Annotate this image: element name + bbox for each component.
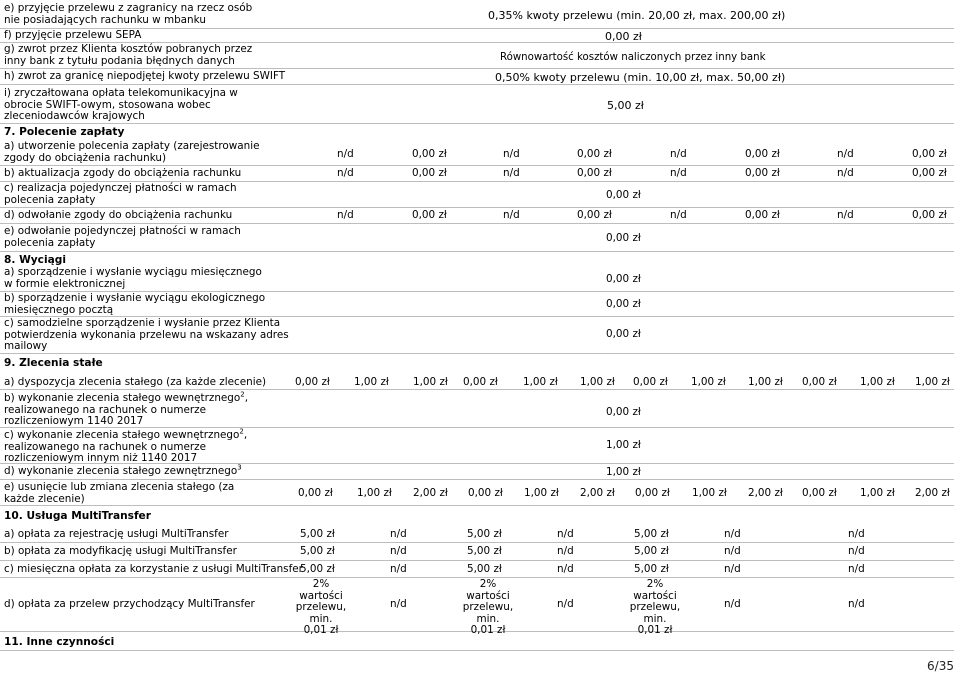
value-cell: 5,00 zł: [634, 528, 669, 540]
value-cell: 0,00 zł: [295, 376, 330, 388]
row-label: a) utworzenie polecenia zapłaty (zarejestrowanie zgody do obciążenia rachunku): [4, 140, 260, 164]
percent-cell: 2% wartości przelewu, min. 0,01 zł: [295, 578, 347, 637]
value-cell: 0,00 zł: [468, 487, 503, 499]
value-cell: n/d: [670, 209, 687, 221]
value-cell: n/d: [837, 209, 854, 221]
row-label: i) zryczałtowana opłata telekomunikacyjna w obrocie SWIFT-owym, stosowana wobec zleceniodawców krajowych: [4, 87, 238, 123]
value-cell: n/d: [724, 528, 741, 540]
row-label: f) przyjęcie przelewu SEPA: [4, 29, 142, 41]
row-9c: [0, 428, 954, 464]
value-cell: n/d: [848, 545, 865, 557]
row-f-sepa: [0, 29, 954, 43]
value-cell: 0,00 zł: [633, 376, 668, 388]
row-value: 0,50% kwoty przelewu (min. 10,00 zł, max. 50,00 zł): [495, 71, 786, 84]
row-value: 0,00 zł: [606, 189, 641, 201]
value-cell: 0,00 zł: [802, 376, 837, 388]
row-label: e) usunięcie lub zmiana zlecenia stałego (za każde zlecenie): [4, 481, 235, 505]
value-cell: n/d: [557, 545, 574, 557]
value-cell: 0,00 zł: [577, 148, 612, 160]
row-label: d) wykonanie zlecenia stałego zewnętrznego$^3$: [4, 463, 242, 477]
value-cell: 5,00 zł: [467, 563, 502, 575]
row-10c: [0, 561, 954, 578]
row-label: b) aktualizacja zgody do obciążenia rachunku: [4, 167, 242, 179]
value-cell: 0,00 zł: [298, 487, 333, 499]
value-cell: 5,00 zł: [300, 563, 335, 575]
value-cell: 0,00 zł: [745, 167, 780, 179]
row-label: g) zwrot przez Klienta kosztów pobranych przez inny bank z tytułu podania błędnych danych: [4, 43, 253, 67]
value-cell: n/d: [670, 148, 687, 160]
value-cell: 0,00 zł: [745, 209, 780, 221]
row-value: 0,00 zł: [606, 406, 641, 418]
value-cell: 2,00 zł: [748, 487, 783, 499]
row-9e: [0, 480, 954, 506]
value-cell: n/d: [503, 209, 520, 221]
row-label: e) odwołanie pojedynczej płatności w ramach polecenia zapłaty: [4, 225, 241, 249]
row-value: Równowartość kosztów naliczonych przez inny bank: [500, 52, 766, 63]
value-cell: 0,00 zł: [577, 209, 612, 221]
percent-cell: 2% wartości przelewu, min. 0,01 zł: [629, 578, 681, 637]
value-cell: 5,00 zł: [634, 563, 669, 575]
row-10d: [0, 578, 954, 637]
value-cell: 0,00 zł: [802, 487, 837, 499]
row-value: 5,00 zł: [607, 99, 644, 112]
value-cell: 0,00 zł: [412, 167, 447, 179]
value-cell: 5,00 zł: [467, 545, 502, 557]
row-7e: [0, 224, 954, 252]
row-label: b) sporządzenie i wysłanie wyciągu ekologicznego miesięcznego pocztą: [4, 292, 266, 316]
value-cell: 1,00 zł: [860, 487, 895, 499]
value-cell: n/d: [390, 598, 407, 610]
value-cell: 1,00 zł: [354, 376, 389, 388]
value-cell: n/d: [337, 148, 354, 160]
row-7a: [0, 140, 954, 166]
value-cell: n/d: [848, 598, 865, 610]
row-value: 0,00 zł: [606, 232, 641, 244]
row-label: d) odwołanie zgody do obciążenia rachunku: [4, 209, 233, 221]
section-title-8: 8. Wyciągi: [4, 254, 66, 266]
value-cell: 0,00 zł: [745, 148, 780, 160]
section-title-10: 10. Usługa MultiTransfer: [4, 510, 151, 522]
value-cell: 0,00 zł: [412, 209, 447, 221]
row-label: b) opłata za modyfikację usługi MultiTransfer: [4, 545, 237, 557]
row-9b: [0, 390, 954, 428]
row-7b: [0, 166, 954, 182]
value-cell: n/d: [724, 598, 741, 610]
value-cell: 0,00 zł: [577, 167, 612, 179]
value-cell: n/d: [503, 148, 520, 160]
row-label: c) samodzielne sporządzenie i wysłanie przez Klienta potwierdzenia wykonania przelewu na wskazany adres mailowy: [4, 317, 289, 353]
row-label: b) wykonanie zlecenia stałego wewnętrznego$^2$, realizowanego na rachunek o numerze rozliczeniowym 1140 2017: [4, 390, 249, 428]
page-number: 6/35: [927, 659, 954, 673]
value-cell: 2,00 zł: [580, 487, 615, 499]
value-cell: 5,00 zł: [300, 528, 335, 540]
row-h-swift: [0, 69, 954, 85]
value-cell: 5,00 zł: [634, 545, 669, 557]
row-label: h) zwrot za granicę niepodjętej kwoty przelewu SWIFT: [4, 70, 286, 82]
value-cell: n/d: [724, 545, 741, 557]
value-cell: 1,00 zł: [860, 376, 895, 388]
row-label: c) realizacja pojedynczej płatności w ramach polecenia zapłaty: [4, 182, 237, 206]
row-8a: [0, 266, 954, 292]
row-7c: [0, 182, 954, 208]
value-cell: 2,00 zł: [915, 487, 950, 499]
value-cell: n/d: [837, 148, 854, 160]
row-value: 0,00 zł: [606, 273, 641, 285]
percent-cell: 2% wartości przelewu, min. 0,01 zł: [462, 578, 514, 637]
value-cell: 1,00 zł: [692, 487, 727, 499]
row-e-foreign-transfer: [0, 0, 954, 29]
row-value: 1,00 zł: [606, 439, 641, 451]
row-value: 0,00 zł: [606, 298, 641, 310]
value-cell: n/d: [337, 167, 354, 179]
value-cell: 1,00 zł: [523, 376, 558, 388]
row-label: c) wykonanie zlecenia stałego wewnętrznego$^2$, realizowanego na rachunek o numerze rozliczeniowym innym niż 1140 2017: [4, 427, 248, 465]
value-cell: 5,00 zł: [300, 545, 335, 557]
row-value: 0,00 zł: [605, 30, 642, 43]
value-cell: 1,00 zł: [413, 376, 448, 388]
row-9d: [0, 464, 954, 480]
row-9a: [0, 374, 954, 390]
section-title-9: 9. Zlecenia stałe: [4, 357, 103, 369]
value-cell: n/d: [337, 209, 354, 221]
value-cell: 0,00 zł: [412, 148, 447, 160]
row-8b: [0, 292, 954, 317]
value-cell: 5,00 zł: [467, 528, 502, 540]
row-8c: [0, 317, 954, 354]
row-label: e) przyjęcie przelewu z zagranicy na rzecz osób nie posiadających rachunku w mbanku: [4, 2, 253, 26]
section-title-7: 7. Polecenie zapłaty: [4, 126, 125, 138]
value-cell: 1,00 zł: [357, 487, 392, 499]
row-10a: [0, 525, 954, 543]
value-cell: n/d: [390, 563, 407, 575]
value-cell: n/d: [848, 563, 865, 575]
value-cell: 0,00 zł: [912, 148, 947, 160]
row-label: a) dyspozycja zlecenia stałego (za każde zlecenie): [4, 376, 267, 388]
value-cell: n/d: [557, 528, 574, 540]
row-value: 1,00 zł: [606, 466, 641, 478]
value-cell: n/d: [503, 167, 520, 179]
section-title-11: 11. Inne czynności: [4, 636, 115, 648]
value-cell: n/d: [670, 167, 687, 179]
value-cell: n/d: [390, 545, 407, 557]
row-value: 0,00 zł: [606, 328, 641, 340]
value-cell: 0,00 zł: [912, 209, 947, 221]
value-cell: 1,00 zł: [748, 376, 783, 388]
row-7d: [0, 208, 954, 224]
row-label: c) miesięczna opłata za korzystanie z usługi MultiTransfer: [4, 563, 303, 575]
row-10b: [0, 543, 954, 561]
divider: [0, 650, 954, 651]
value-cell: 0,00 zł: [463, 376, 498, 388]
value-cell: n/d: [557, 563, 574, 575]
value-cell: 0,00 zł: [912, 167, 947, 179]
value-cell: n/d: [390, 528, 407, 540]
value-cell: 1,00 zł: [524, 487, 559, 499]
value-cell: 1,00 zł: [691, 376, 726, 388]
value-cell: 2,00 zł: [413, 487, 448, 499]
value-cell: 0,00 zł: [635, 487, 670, 499]
value-cell: n/d: [557, 598, 574, 610]
row-label: a) sporządzenie i wysłanie wyciągu miesięcznego w formie elektronicznej: [4, 266, 262, 290]
row-value: 0,35% kwoty przelewu (min. 20,00 zł, max. 200,00 zł): [488, 9, 786, 22]
row-label: d) opłata za przelew przychodzący MultiTransfer: [4, 598, 255, 610]
row-g-refund: [0, 43, 954, 69]
value-cell: n/d: [724, 563, 741, 575]
value-cell: n/d: [837, 167, 854, 179]
row-label: a) opłata za rejestrację usługi MultiTransfer: [4, 528, 229, 540]
value-cell: 1,00 zł: [915, 376, 950, 388]
row-i-telecom-fee: [0, 85, 954, 124]
value-cell: n/d: [848, 528, 865, 540]
value-cell: 1,00 zł: [580, 376, 615, 388]
